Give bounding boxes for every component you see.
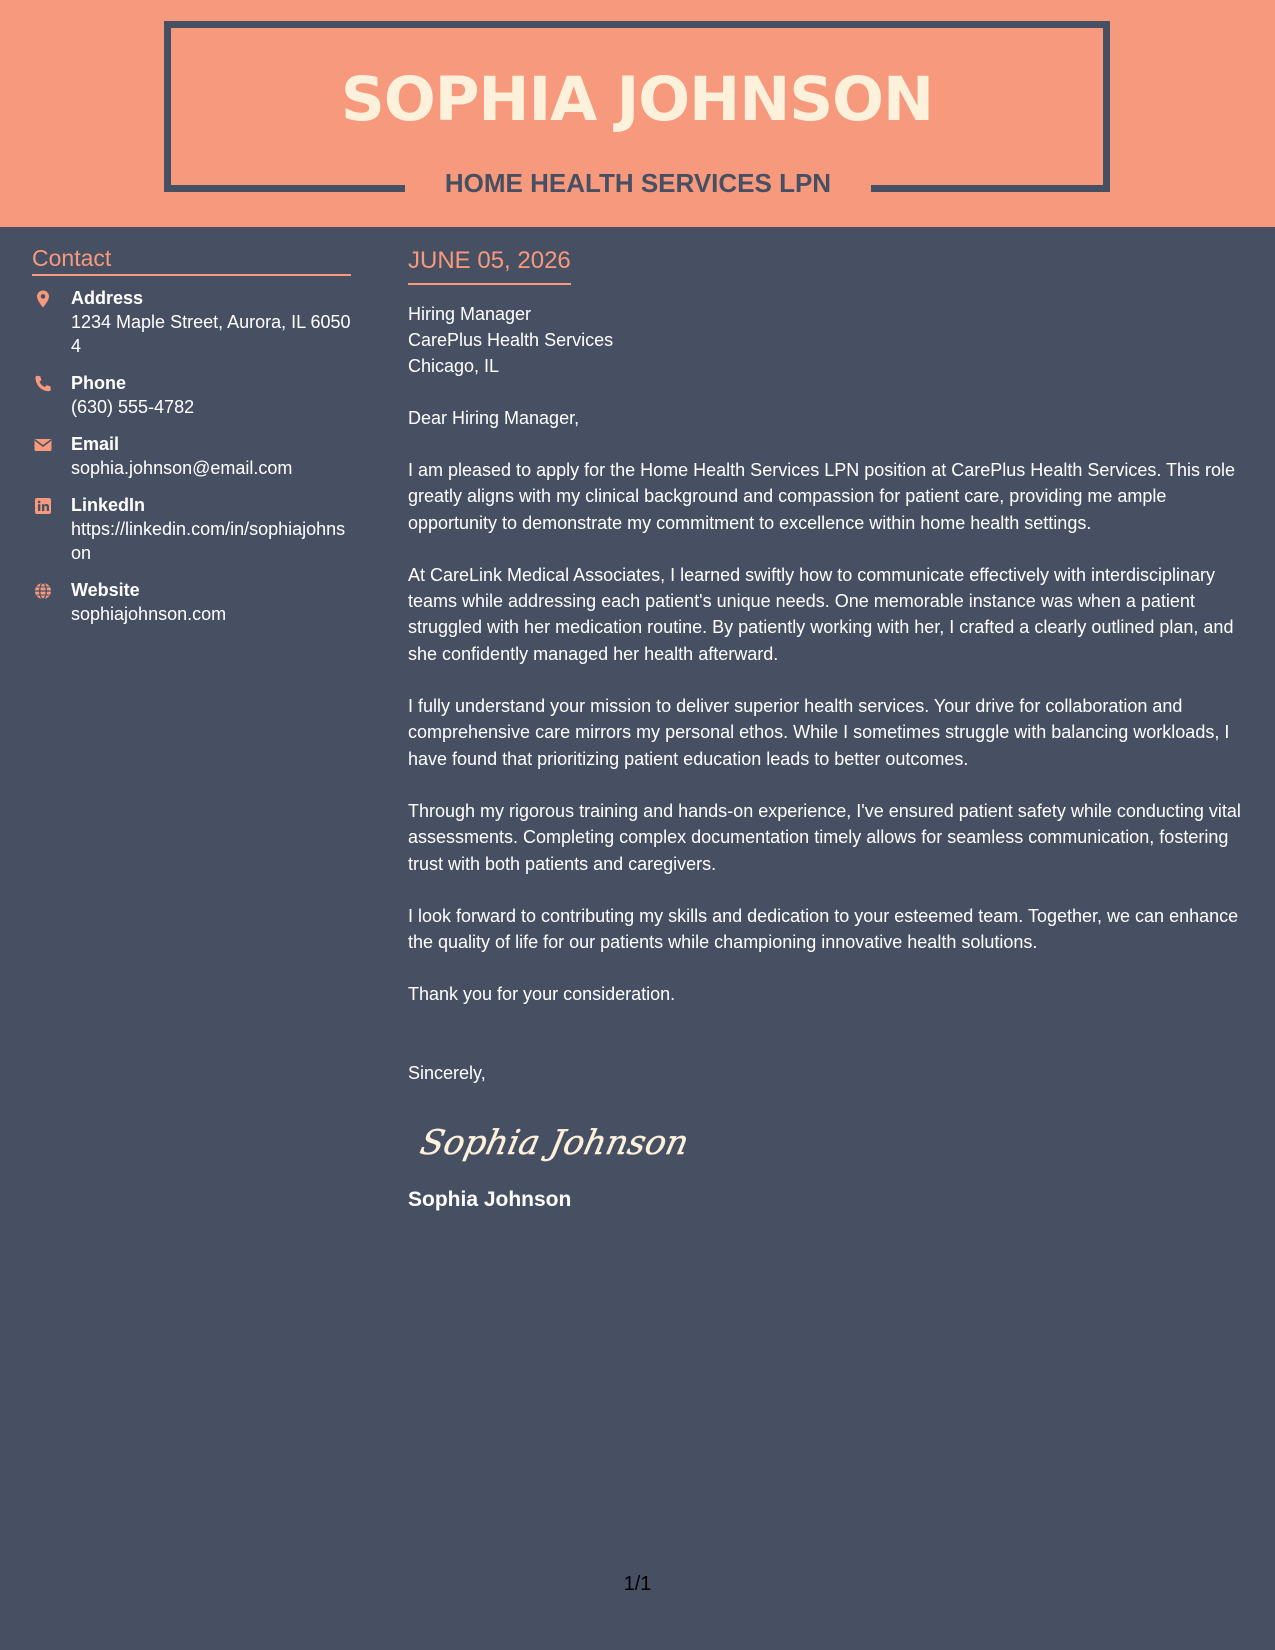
recipient-block <box>408 301 1250 379</box>
contact-value: https://linkedin.com/in/sophiajohnson <box>71 519 346 563</box>
paragraph: Through my rigorous training and hands-on experience, I've ensured patient safety while conducting vital assessments. Completing complex documentation timely allows for seamless communication, fostering trust with both patients and caregivers. <box>408 800 1241 874</box>
contact-item-website <box>32 578 351 626</box>
contact-value: 1234 Maple Street, Aurora, IL 60504 <box>71 312 351 356</box>
paragraph: At CareLink Medical Associates, I learned swiftly how to communicate effectively with interdisciplinary teams while addressing each patient's unique needs. One memorable instance was when a patient struggled with her medication routine. By patiently working with her, I crafted a clearly outlined plan, and she confidently managed her health afterward. <box>408 564 1234 664</box>
letter-body <box>408 243 1250 1214</box>
contact-item-address <box>32 286 351 358</box>
paragraph: Thank you for your consideration. <box>408 984 676 1005</box>
contact-item-linkedin <box>32 493 351 565</box>
contact-label: Website <box>71 580 140 600</box>
contact-value: sophiajohnson.com <box>71 604 227 624</box>
contact-heading: Contact <box>32 243 351 276</box>
contact-label: Phone <box>71 373 127 393</box>
applicant-name: SOPHIA JOHNSON <box>340 64 934 135</box>
paragraph: I look forward to contributing my skills and dedication to your esteemed team. Together, we can enhance the quality of life for our patients while championing innovative health solutions. <box>408 905 1239 953</box>
recipient-line: CarePlus Health Services <box>408 330 614 350</box>
contact-label: Address <box>71 288 144 308</box>
envelope-icon <box>33 435 53 455</box>
phone-icon <box>33 374 53 394</box>
globe-icon <box>33 581 53 601</box>
signature-text: Sophia Johnson <box>416 1123 693 1163</box>
contact-label: LinkedIn <box>71 495 146 515</box>
closing: Sincerely, <box>408 1062 486 1083</box>
page-number: 1/1 <box>623 1573 652 1595</box>
greeting: Dear Hiring Manager, <box>408 408 580 428</box>
contact-label: Email <box>71 434 120 454</box>
paragraph: I fully understand your mission to deliver superior health services. Your drive for collaboration and comprehensive care mirrors my personal ethos. While I sometimes struggle with balancing workloads, I have found that prioritizing patient education leads to better outcomes. <box>408 696 1230 769</box>
handwritten-signature <box>408 1110 693 1170</box>
recipient-line: Chicago, IL <box>408 356 500 376</box>
contact-item-phone <box>32 371 351 419</box>
location-pin-icon <box>33 289 53 309</box>
contact-value: (630) 555-4782 <box>71 397 195 417</box>
contact-value: sophia.johnson@email.com <box>71 458 293 478</box>
paragraph: I am pleased to apply for the Home Health Services LPN position at CarePlus Health Services. This role greatly aligns with my clinical background and compassion for patient care, providing me ample opportunity to demonstrate my commitment to excellence within home health settings. <box>408 460 1236 533</box>
header-banner <box>0 0 1275 227</box>
linkedin-icon <box>33 496 53 516</box>
letter-date: JUNE 05, 2026 <box>408 243 571 285</box>
contact-sidebar <box>32 243 351 639</box>
contact-item-email <box>32 432 351 480</box>
recipient-line: Hiring Manager <box>408 304 532 324</box>
job-title: HOME HEALTH SERVICES LPN <box>444 168 832 198</box>
signer-name: Sophia Johnson <box>408 1187 572 1211</box>
